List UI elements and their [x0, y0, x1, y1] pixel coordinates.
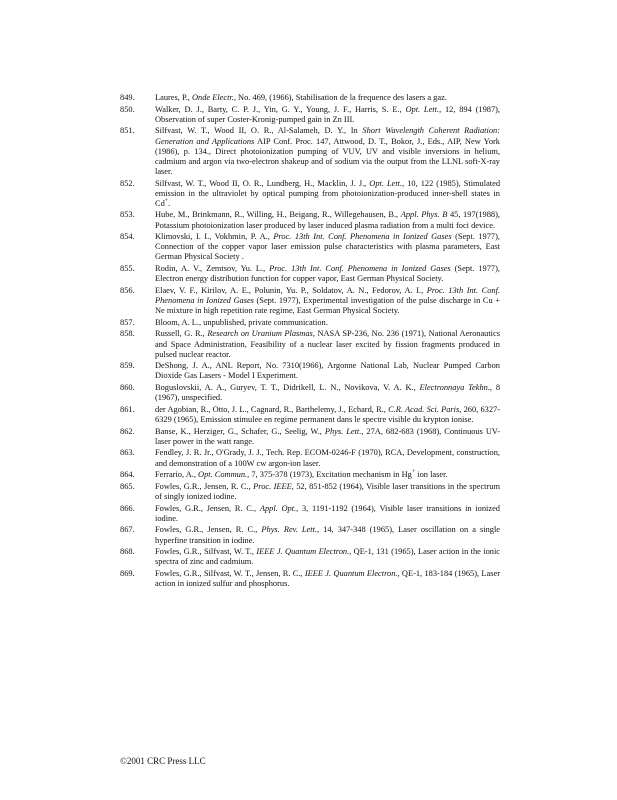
reference-entry: [120, 93, 500, 103]
reference-text-segment: .: [168, 198, 171, 208]
reference-text-segment: Boguslovskii, A. A., Guryev, T. T., Didrikell, L. N., Novikova, V. A. K.,: [155, 383, 420, 393]
reference-entry: [120, 504, 500, 524]
reference-text: [155, 232, 500, 262]
reference-text: [155, 126, 500, 176]
reference-title-italic: Proc. 13th Int. Conf. Phenomena in Ionized Gases: [273, 232, 452, 242]
reference-text-segment: Bloom, A. L., unpublished, private communication.: [155, 317, 328, 327]
reference-text-segment: der Agobian, R., Otto, J. L., Cagnard, R., Barthelemy, J., Echard, R.,: [155, 404, 389, 414]
reference-text-segment: , NASA SP-236, No. 236 (1971), National Aeronautics and Space Administration, Feasibility of a nuclear laser excited by fission fragments produced in pulsed nuclear reactor.: [155, 329, 500, 359]
reference-title-italic: Short Wavelength Coherent Radiation: Generation and Applications: [155, 126, 501, 146]
reference-text-segment: Silfvast, W. T., Wood II, O. R., Lundberg, H., Macklin, J. J.,: [155, 178, 370, 188]
reference-title-italic: IEEE J. Quantum Electron.: [304, 569, 398, 578]
reference-text-segment: Klimovski, I. I., Vokhmin, P. A.,: [155, 232, 274, 242]
reference-text: [155, 286, 500, 316]
reference-text: [155, 383, 500, 403]
reference-text: [155, 93, 500, 103]
reference-text: [155, 569, 500, 589]
reference-entry: [120, 329, 500, 359]
reference-entry: [120, 179, 500, 209]
reference-title-italic: IEEE J. Quantum Electron.: [256, 547, 350, 557]
reference-number: 858.: [120, 329, 135, 339]
reference-text: [155, 482, 500, 502]
reference-text-segment: Banse, K., Herziger, G., Schafer, G., Seelig, W.,: [155, 426, 325, 436]
reference-text: [155, 318, 500, 328]
reference-title-italic: Phys. Rev. Lett.: [261, 525, 318, 535]
reference-text-segment: (Sept. 1977), Connection of the copper vapor laser emission pulse characteristics with plasma parameters, East German Physical Society .: [155, 232, 500, 262]
reference-number: 867.: [120, 525, 135, 535]
reference-number: 851.: [120, 126, 135, 136]
reference-number: 855.: [120, 264, 135, 274]
reference-text-segment: , 3, 1191-1192 (1964), Visible laser transitions in ionized iodine.: [155, 503, 500, 523]
reference-text-segment: Walker, D. J., Barty, C. P. J., Yin, G. Y., Young, J. F., Harris, S. E.,: [155, 104, 406, 114]
reference-entry: [120, 286, 500, 316]
reference-entry: [120, 126, 500, 176]
reference-text-segment: Hube, M., Brinkmann, R., Willing, H., Beigang, R., Willegehausen, B.,: [155, 210, 401, 220]
reference-text-segment: (Sept. 1977), Electron energy distribution function for copper vapor, East German Physical Society.: [155, 264, 500, 284]
reference-entry: [120, 482, 500, 502]
reference-text: [155, 329, 500, 359]
reference-entry: [120, 427, 500, 447]
reference-title-italic: Phys. Lett.: [324, 426, 362, 436]
superscript: +: [164, 197, 169, 204]
reference-number: 857.: [120, 317, 135, 327]
reference-text: [155, 179, 500, 209]
reference-text: [155, 525, 500, 545]
reference-number: 863.: [120, 448, 135, 458]
reference-entry: [120, 470, 500, 480]
reference-text-segment: , 52, 851-852 (1964), Visible laser transitions in the spectrum of singly ionized iodine.: [155, 481, 500, 501]
reference-number: 861.: [120, 404, 135, 414]
reference-number: 862.: [120, 426, 135, 436]
reference-text-segment: , QE-1, 131 (1965), Laser action in the ionic spectra of zinc and cadmium.: [155, 547, 500, 567]
reference-text: [155, 405, 500, 425]
reference-title-italic: C.R. Acad. Sci. Paris: [388, 404, 460, 414]
reference-title-italic: Opt. Lett.: [405, 104, 440, 114]
reference-title-italic: Electronnaya Tekhn.: [419, 383, 490, 393]
reference-number: 849.: [120, 93, 135, 102]
reference-number: 868.: [120, 547, 135, 557]
reference-text-segment: , 260, 6327-6329 (1965), Emission stimulee en regime permanent dans le spectre visible du krypton ionise.: [155, 404, 500, 424]
reference-entry: [120, 525, 500, 545]
reference-text: [155, 361, 500, 381]
reference-text-segment: DeShong, J. A., ANL Report, No. 7310(1966), Argonne National Lab, Nuclear Pumped Carbon Dioxide Gas Lasers - Model I Experiment.: [155, 361, 500, 381]
reference-text-segment: Fowles, G.R., Jensen, R. C.,: [155, 481, 254, 491]
reference-title-italic: Appl. Phys. B: [400, 210, 448, 220]
reference-entry: [120, 210, 500, 230]
reference-text: [155, 470, 500, 480]
reference-entry: [120, 547, 500, 567]
reference-number: 860.: [120, 383, 135, 393]
reference-text-segment: Fowles, G.R., Silfvast, W. T.,: [155, 547, 257, 557]
reference-text: [155, 504, 500, 524]
reference-text-segment: Fowles, G.R., Jensen, R. C.,: [155, 525, 262, 535]
reference-number: 856.: [120, 285, 135, 295]
reference-text-segment: , 10, 122 (1985), Stimulated emission in the ultraviolet by optical pumping from photoionization-produced inner-shell states in Cd: [155, 178, 501, 208]
reference-number: 865.: [120, 481, 135, 491]
reference-text-segment: , 7, 375-378 (1973), Excitation mechanism in Hg: [247, 470, 412, 480]
reference-number: 859.: [120, 361, 135, 371]
reference-entry: [120, 318, 500, 328]
reference-text-segment: , 14, 347-348 (1965), Laser oscillation on a single hyperfine transition in iodine.: [155, 525, 500, 545]
reference-text-segment: Elaev, V. F., Kirilov, A. E., Polunin, Yu. P., Soldatov, A. N., Fedorov, A. I.,: [155, 285, 427, 295]
copyright-footer: ©2001 CRC Press LLC: [120, 756, 206, 766]
reference-text-segment: , 8 (1967), unspecified.: [155, 383, 501, 403]
reference-title-italic: Onde Electr.: [191, 93, 234, 102]
reference-text-segment: Ferrario, A.,: [155, 470, 199, 480]
reference-text-segment: Laures, P.,: [155, 93, 192, 102]
reference-entry: [120, 569, 500, 589]
reference-number: 853.: [120, 210, 135, 220]
reference-text: [155, 427, 500, 447]
reference-number: 852.: [120, 178, 135, 188]
reference-text-segment: Russell, G. R.,: [155, 329, 208, 339]
reference-text-segment: Fowles, G.R., Jensen, R. C.,: [155, 503, 260, 513]
reference-text-segment: , No. 469, (1966), Stabilisation de la frequence des lasers a gaz.: [233, 93, 447, 102]
reference-title-italic: Opt. Lett.: [369, 178, 403, 188]
reference-entry: [120, 448, 500, 468]
reference-text-segment: Rodin, A. V., Zemtsov, Yu. L.,: [155, 264, 270, 274]
reference-text: [155, 105, 500, 125]
reference-list: [120, 93, 500, 591]
reference-title-italic: Proc. 13th Int. Conf. Phenomena in Ionized Gases: [155, 285, 500, 305]
reference-text-segment: , 12, 894 (1987), Observation of super Coster-Kronig-pumped gain in Zn III.: [155, 104, 501, 124]
reference-title-italic: Opt. Commun.: [198, 470, 248, 480]
reference-text-segment: Fendley, J. R. Jr., O'Grady, J. J., Tech. Rep. ECOM-0246-F (1970), RCA, Development, construction, and demonstration of a 100W cw argon-ion laser.: [155, 448, 500, 468]
reference-title-italic: Research on Uranium Plasmas: [207, 329, 313, 339]
reference-entry: [120, 361, 500, 381]
reference-text-segment: 45, 197(1988), Potassium photoionization laser produced by laser induced plasma radiation from a multi foci device.: [155, 210, 501, 230]
reference-entry: [120, 105, 500, 125]
reference-number: 864.: [120, 470, 135, 480]
reference-number: 869.: [120, 569, 135, 578]
reference-text: [155, 547, 500, 567]
reference-entry: [120, 405, 500, 425]
reference-text: [155, 448, 500, 468]
reference-text-segment: AIP Conf. Proc. 147, Attwood, D. T., Bokor, J., Eds., AIP, New York (1986), p. 134., Direct photoionization pumping of VUV, UV and visible inversions in helium, cadmium and argon via two-electron shakeup and of sodium via the output from the LLNL soft-X-ray laser.: [155, 136, 500, 176]
superscript: +: [411, 469, 416, 476]
reference-text-segment: Silfvast, W. T., Wood II, O. R., Al-Salameh, D. Y., In: [155, 126, 363, 136]
reference-text-segment: , QE-1, 183-184 (1965), Laser action in ionized sulfur and phosphorus.: [155, 569, 501, 589]
reference-entry: [120, 383, 500, 403]
reference-title-italic: Proc. 13th Int. Conf. Phenomena in Ionized Gases: [269, 264, 451, 274]
reference-number: 850.: [120, 104, 135, 114]
reference-text: [155, 264, 500, 284]
reference-entry: [120, 264, 500, 284]
reference-text-segment: (Sept. 1977), Experimental investigation of the pulse discharge in Cu + Ne mixture in high repetition rate regime, East German Physical Society.: [155, 295, 500, 316]
reference-number: 866.: [120, 503, 135, 513]
reference-text-segment: Fowles, G.R., Silfvast, W. T., Jensen, R. C.,: [155, 569, 305, 578]
reference-text-segment: , 27A, 682-683 (1968), Continuous UV-laser power in the watt range.: [155, 426, 500, 446]
reference-title-italic: Appl. Opt.: [259, 503, 297, 513]
reference-entry: [120, 232, 500, 262]
reference-title-italic: Proc. IEEE: [253, 481, 292, 491]
reference-text: [155, 210, 500, 230]
reference-text-segment: ion laser.: [415, 470, 448, 480]
reference-number: 854.: [120, 232, 135, 242]
